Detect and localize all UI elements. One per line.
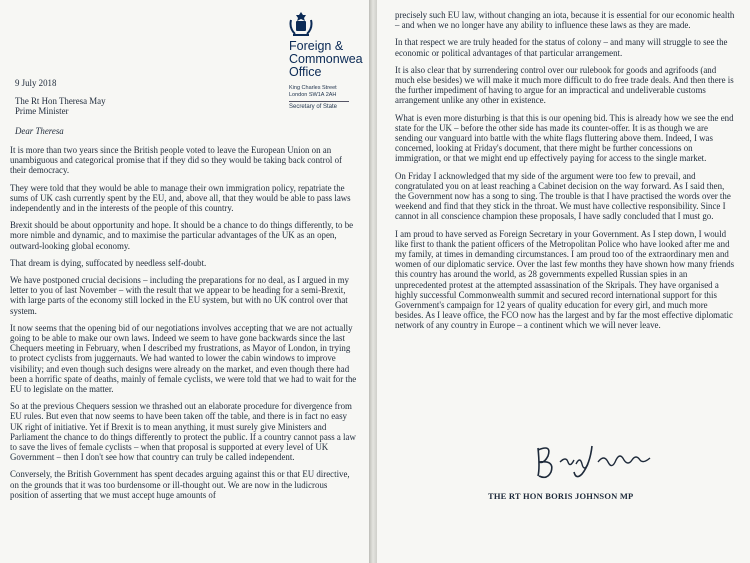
office-address — [289, 85, 337, 98]
letter-date: 9 July 2018 — [15, 78, 57, 88]
paragraph: So at the previous Chequers session we thrashed out an elaborate procedure for divergence from EU rules. But even that now seems to have been taken off the table, and there is in fact no easy UK right of initiative. Yet if Brexit is to mean anything, it must surely give Ministers and Parliament the chance to do things differently to protect the public. If a country cannot pass a law to save the lives of female cyclists – when that proposal is supported at every level of UK Government – then I don't see how that country can truly be called independent. — [10, 401, 356, 463]
paragraph: I am proud to have served as Foreign Secretary in your Government. As I step down, I would like first to thank the patient officers of the Metropolitan Police who have looked after me and my family, at times in demanding circumstances. I am proud too of the extraordinary men and women of our diplomatic service. Over the last few months they have shown how many friends this country has around the world, as 28 governments expelled Russian spies in an unprecedented protest at the attempted assassination of the Skripals. They have organised a highly successful Commonwealth summit and secured record international support for this Government's campaign for 12 years of quality education for every girl, and much more besides. As I leave office, the FCO now has the largest and by far the most effective diplomatic network of any country in Europe – a continent which we will never leave. — [395, 228, 735, 331]
letter-body-right — [395, 10, 735, 338]
paragraph: precisely such EU law, without changing an iota, because it is essential for our economic health – and when we no longer have any ability to influence these laws as they are made. — [395, 10, 735, 31]
office-role: Secretary of State — [289, 101, 349, 110]
letter-page-1 — [0, 0, 369, 563]
recipient-name: The Rt Hon Theresa May — [15, 96, 106, 106]
paragraph: Conversely, the British Government has spent decades arguing against this or that EU directive, on the grounds that it was too burdensome or ill-thought out. We are now in the ludicrous position of asserting that we must accept huge amounts of — [10, 469, 350, 500]
page-gutter — [369, 0, 377, 563]
paragraph: In that respect we are truly headed for the status of colony – and many will struggle to see the economic or political advantages of that particular arrangement. — [395, 37, 728, 58]
paragraph: That dream is dying, suffocated by needless self-doubt. — [10, 257, 207, 268]
paragraph: On Friday I acknowledged that my side of the argument were too few to prevail, and congratulated you on at least reaching a Cabinet decision on the way forward. As I said then, the Government now has a song to sing. The trouble is that I have practised the words over the weekend and find that they stick in the throat. We must have collective responsibility. Since I cannot in all conscience champion these proposals, I have sadly concluded that I must go. — [395, 170, 731, 222]
org-line-1: Foreign & — [289, 40, 344, 53]
org-line-3: Office — [289, 65, 322, 79]
handwritten-signature — [530, 440, 660, 480]
signatory-name: THE RT HON BORIS JOHNSON MP — [488, 491, 634, 501]
paragraph: It is more than two years since the British people voted to leave the European Union on an unambiguous and categorical promise that if they did so they would be taking back control of their democracy. — [10, 145, 342, 176]
paragraph: They were told that they would be able to manage their own immigration policy, repatriate the sums of UK cash currently spent by the EU, and, above all, that they would be able to pass laws independently and in the interests of the people of this country. — [10, 182, 351, 214]
recipient-title: Prime Minister — [15, 106, 69, 117]
organisation-name — [289, 40, 369, 79]
paragraph: It now seems that the opening bid of our negotiations involves accepting that we are not actually going to be able to make our own laws. Indeed we seem to have gone backwards since the last Chequers meeting in February, when I described my frustrations, as Mayor of London, in trying to protect cyclists from juggernauts. We had wanted to lower the cabin windows to improve visibility; and even though such designs were already on the market, and even though there had been a horrific spate of deaths, mainly of female cyclists, we were told that we had to wait for the EU to legislate on the matter. — [10, 322, 357, 395]
paragraph: We have postponed crucial decisions – including the preparations for no deal, as I argued in my letter to you of last November – with the result that we appear to be heading for a semi-Brexit, with large parts of the economy still locked in the EU system, but with no UK control over that system. — [10, 275, 349, 316]
paragraph: It is also clear that by surrendering control over our rulebook for goods and agrifoods (and much else besides) we will make it much more difficult to do free trade deals. And then there is the further impediment of having to argue for an impractical and undeliverable customs arrangement unlike any other in existence. — [395, 64, 734, 106]
letter-body-left — [10, 145, 358, 507]
salutation: Dear Theresa — [15, 126, 64, 136]
address-line-1: King Charles Street — [289, 85, 337, 91]
recipient-block — [15, 96, 106, 116]
paragraph: What is even more disturbing is that this is our opening bid. This is already how we see the end state for the UK – before the other side has made its counter-offer. It is as though we are sending our vanguard into battle with the white flags fluttering above them. Indeed, I was concerned, looking at Friday's document, that there might be further concessions on immigration, or that we might end up effectively paying for access to the single market. — [395, 112, 734, 164]
address-line-2: London SW1A 2AH — [289, 91, 337, 98]
royal-coat-of-arms-icon — [288, 10, 314, 38]
org-line-2: Commonwea — [289, 52, 363, 66]
paragraph: Brexit should be about opportunity and hope. It should be a chance to do things differently, to be more nimble and dynamic, and to maximise the particular advantages of the UK as an open, outward-looking global economy. — [10, 220, 354, 251]
